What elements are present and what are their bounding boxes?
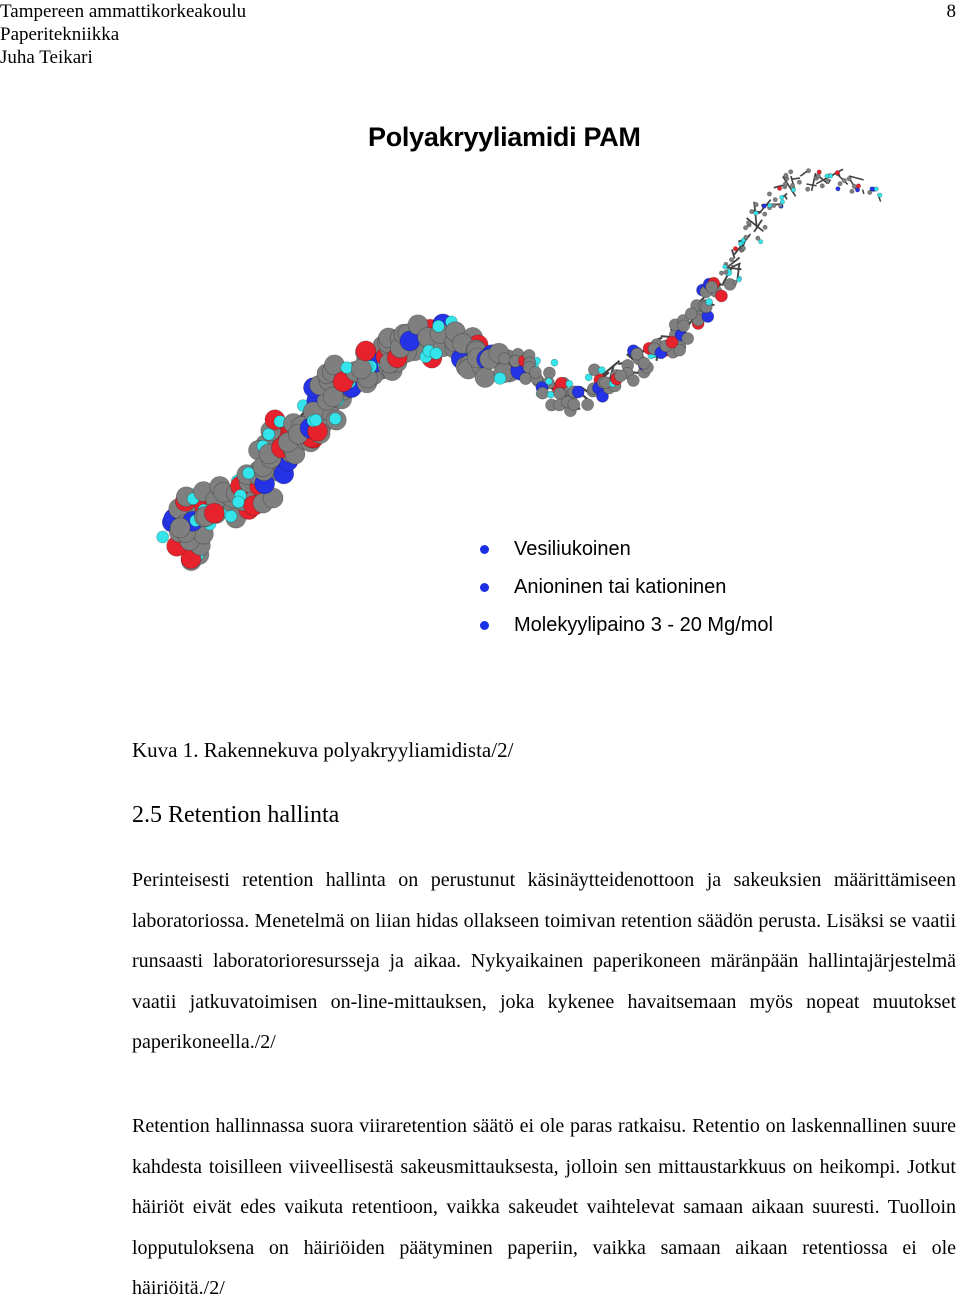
figure-caption: Kuva 1. Rakennekuva polyakryyliamidista/2/ (132, 738, 513, 763)
atom-sphere (157, 531, 169, 543)
atom-sphere (706, 281, 718, 293)
atom-sphere (499, 353, 511, 365)
atom-sphere (825, 179, 829, 183)
atom-sphere (767, 203, 771, 207)
atom-sphere (351, 359, 371, 379)
atom-sphere (773, 197, 777, 201)
atom-sphere (614, 370, 626, 382)
atom-sphere (754, 202, 758, 206)
atom-sphere (838, 181, 842, 185)
atom-sphere (568, 399, 580, 411)
atom-sphere (598, 367, 605, 374)
atom-sphere (430, 347, 442, 359)
atom-sphere (763, 225, 767, 229)
page-number: 8 (947, 0, 957, 23)
bullet-dot-icon (480, 545, 489, 554)
atom-sphere (806, 168, 810, 172)
atom-sphere (870, 187, 874, 191)
atom-sphere (678, 320, 690, 332)
atom-sphere (847, 177, 851, 181)
atom-sphere (789, 170, 793, 174)
atom-sphere (543, 367, 555, 379)
pam-figure (140, 112, 900, 652)
atom-sphere (547, 391, 554, 398)
bullet-text: Molekyylipaino 3 - 20 Mg/mol (514, 614, 773, 637)
atom-sphere (329, 413, 341, 425)
atom-sphere (243, 467, 255, 479)
atom-sphere (729, 258, 733, 262)
atom-sphere (784, 173, 788, 177)
figure-title: Polyakryyliamidi PAM (368, 122, 641, 153)
atom-sphere (763, 212, 767, 216)
paragraph-1: Perinteisesti retention hallinta on perustunut käsinäytteidenottoon ja sakeuksien määrittämiseen laboratoriossa. Menetelmä on liian hidas ollakseen toimivan retention säädön perusta. Lisäksi se vaatii runsaasti laboratorioresursseja ja aikaa. Nykyaikainen paperikoneen märänpään hallintajärjestelmä vaatii jatkuvatoimisen on-line-mittauksen, joka kykenee havaitsemaan myös nopeat muutokset paperikoneella./2/ (132, 860, 956, 1063)
atom-sphere (767, 192, 771, 196)
paragraph-2: Retention hallinnassa suora viiraretention säätö ei ole paras ratkaisu. Retentio on laskennallinen suure kahdesta toisilleen viiveellisestä sakeusmittauksesta, jolloin sen mittaustarkkuus on heikompi. Jotkut häiriöt eivät edes vaikuta retentioon, vaikka sakeudet vaihtelevat samaan aikaan suuresti. Tuolloin lopputuloksena on häiriöiden päätyminen paperiin, vaikka samaan aikaan retentiossa ei ole häiriöitä./2/ (132, 1106, 956, 1309)
atom-sphere (816, 174, 820, 178)
atom-sphere (715, 290, 727, 302)
atom-sphere (225, 510, 237, 522)
atom-sphere (566, 380, 573, 387)
atom-sphere (738, 242, 742, 246)
atom-sphere (733, 280, 737, 284)
atom-sphere (733, 246, 737, 250)
atom-sphere (627, 374, 639, 386)
atom-sphere (828, 174, 832, 178)
atom-sphere (432, 320, 444, 332)
atom-sphere (783, 182, 787, 186)
atom-sphere (842, 178, 846, 182)
atom-sphere (758, 240, 762, 244)
atom-sphere (494, 372, 506, 384)
bullet-dot-icon (480, 583, 489, 592)
atom-sphere (850, 189, 854, 193)
atom-sphere (232, 496, 244, 508)
bond-line (793, 178, 800, 179)
atom-sphere (777, 186, 781, 190)
atom-sphere (791, 188, 795, 192)
atom-sphere (741, 246, 745, 250)
atom-sphere (706, 298, 713, 305)
atom-sphere (204, 503, 224, 523)
header-author: Juha Teikari (0, 46, 246, 69)
atom-sphere (780, 195, 784, 199)
atom-sphere (820, 184, 824, 188)
atom-sphere (874, 187, 878, 191)
atom-sphere (341, 362, 353, 374)
atom-sphere (754, 211, 758, 215)
atom-sphere (744, 235, 748, 239)
figure-bullet-list (480, 530, 773, 644)
atom-sphere (762, 204, 766, 208)
atom-sphere (797, 180, 801, 184)
atom-sphere (475, 367, 495, 387)
bullet-item (480, 606, 773, 644)
atom-sphere (545, 378, 552, 385)
atom-sphere (682, 333, 694, 345)
atom-sphere (551, 359, 558, 366)
atom-sphere (743, 226, 747, 230)
atom-sphere (263, 428, 275, 440)
atom-sphere (835, 170, 839, 174)
bond-line (785, 196, 787, 200)
section-heading: 2.5 Retention hallinta (132, 802, 339, 829)
atom-sphere (836, 187, 840, 191)
bond-line (863, 190, 864, 194)
page-header (0, 0, 246, 69)
atom-sphere (746, 221, 750, 225)
atom-sphere (723, 265, 727, 269)
header-subject: Paperitekniikka (0, 23, 246, 46)
atom-sphere (856, 184, 860, 188)
atom-sphere (666, 336, 678, 348)
bond-line (812, 173, 816, 191)
atom-sphere (719, 271, 723, 275)
atom-sphere (806, 187, 810, 191)
atom-sphere (310, 414, 322, 426)
atom-sphere (582, 399, 594, 411)
header-institution: Tampereen ammattikorkeakoulu (0, 0, 246, 23)
atom-sphere (780, 200, 784, 204)
atom-sphere (772, 203, 776, 207)
atom-sphere (529, 366, 541, 378)
bullet-item (480, 530, 773, 568)
atom-sphere (737, 278, 741, 282)
atom-sphere (790, 183, 794, 187)
bullet-dot-icon (480, 621, 489, 630)
atom-sphere (878, 193, 882, 197)
atom-sphere (537, 387, 549, 399)
atom-sphere (724, 270, 728, 274)
atom-sphere (638, 357, 650, 369)
atom-sphere (356, 341, 376, 361)
bond-line (806, 184, 816, 186)
bullet-text: Vesiliukoinen (514, 538, 631, 561)
bullet-text: Anioninen tai kationinen (514, 576, 726, 599)
atom-sphere (170, 518, 190, 538)
bullet-item (480, 568, 773, 606)
atom-sphere (572, 386, 584, 398)
atom-sphere (685, 308, 697, 320)
